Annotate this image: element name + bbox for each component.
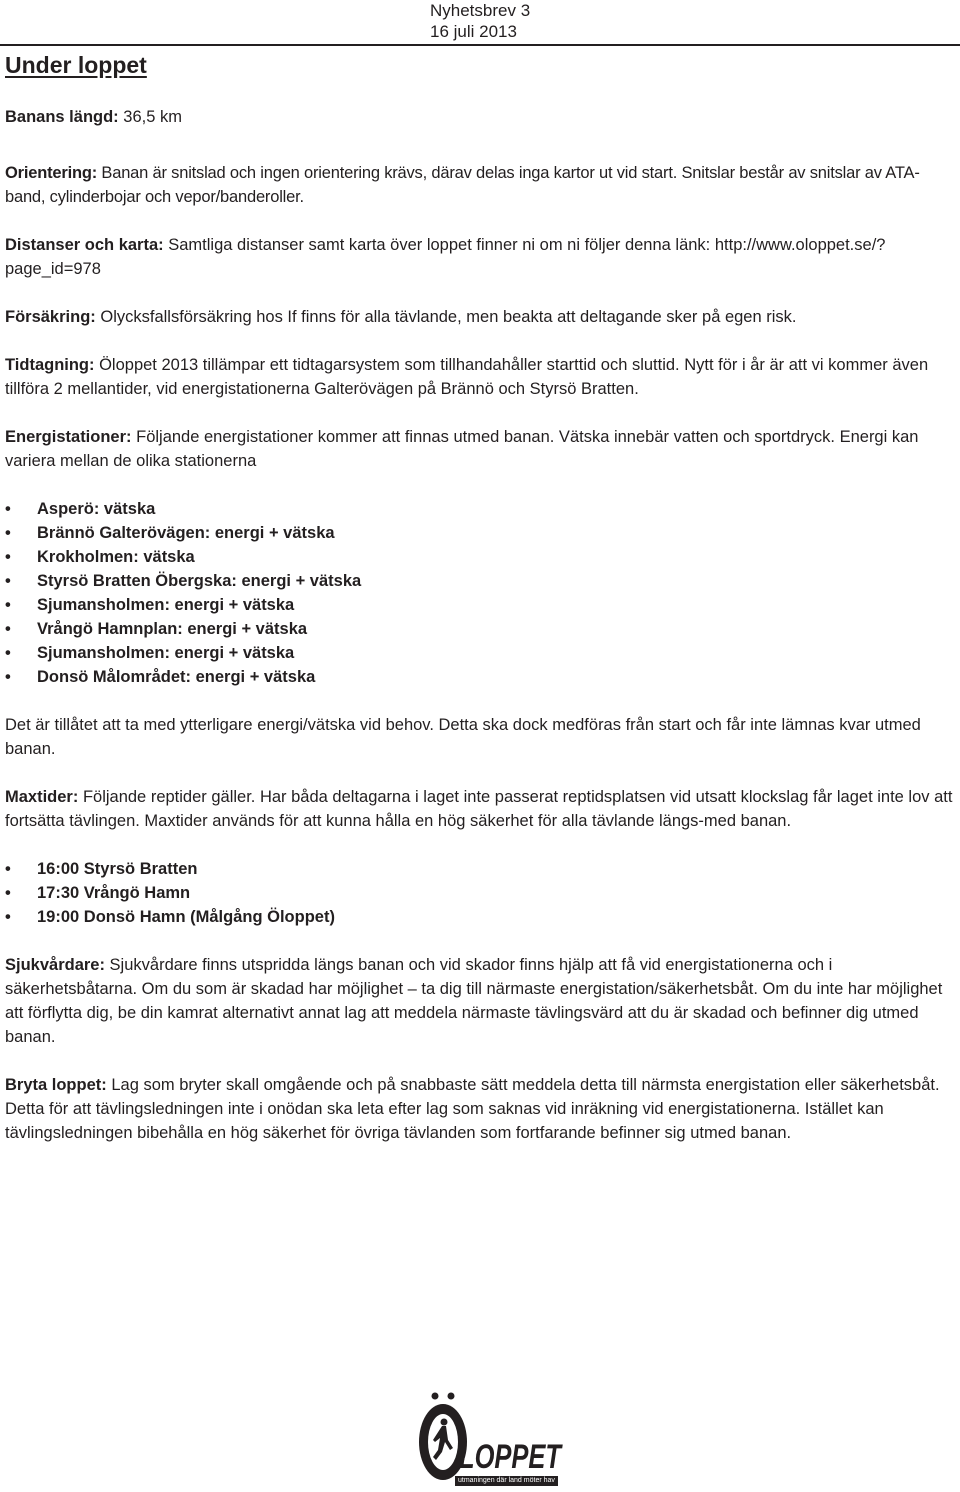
energistationer-paragraph [5,425,955,473]
list-item: • Sjumansholmen: energi + vätska [5,641,955,665]
list-item: • 19:00 Donsö Hamn (Målgång Öloppet) [5,905,955,929]
list-item: • Vrångö Hamnplan: energi + vätska [5,617,955,641]
list-item: • Sjumansholmen: energi + vätska [5,593,955,617]
distanser-text: Samtliga distanser samt karta över loppet finner ni om ni följer denna länk: http://www.oloppet.se/?page_id=978 [5,236,886,278]
sjukvardare-text: Sjukvårdare finns utspridda längs banan och vid skador finns hjälp att få vid energistationerna och i säkerhetsbåtarna. Om du som är skadad har möjlighet – ta dig till närmaste energistation/säkerhetsbåt. Om du inte har möjlighet att förflytta dig, be din kamrat alternativt annat lag att meddela närmaste tävlingsvärd att du är skadad och befinner dig utmed banan. [5,956,943,1046]
logo-tagline: utmaningen där land möter hav [455,1476,558,1486]
energistationer-text: Följande energistationer kommer att finnas utmed banan. Vätska innebär vatten och sportdryck. Energi kan variera mellan de olika stationerna [5,428,919,470]
tillatet-paragraph: Det är tillåtet att ta med ytterligare energi/vätska vid behov. Detta ska dock medföras från start och får inte lämnas kvar utmed banan. [5,716,921,758]
logo-text: LOPPET [459,1438,564,1476]
maxtider-text: Följande reptider gäller. Har båda deltagarna i laget inte passerat reptidsplatsen vid utsatt klockslag får laget inte lov att fortsätta tävlingen. Maxtider används för att kunna hålla en hög säkerhet för alla tävlande längs-med banan. [5,788,953,830]
sjukvardare-label: Sjukvårdare: [5,956,105,974]
orientering-label: Orientering: [5,164,98,182]
tidtagning-text: Öloppet 2013 tillämpar ett tidtagarsystem som tillhandahåller starttid och sluttid. Nytt för i år är att vi kommer även tillföra 2 mellantider, vid energistationerna Galterövägen på Brännö och Styrsö Bratten. [5,356,929,398]
orientering-text: Banan är snitslad och ingen orientering krävs, därav delas inga kartor ut vid start. Snitslar består av snitslar av ATA-band, cylinderbojar och vepor/banderoller. [5,164,920,206]
sjukvardare-paragraph [5,953,955,1049]
logo-umlaut-dot [432,1393,439,1400]
forsakring-label: Försäkring: [5,308,96,326]
forsakring-paragraph [5,305,955,329]
list-item: • Styrsö Bratten Öbergska: energi + vätska [5,569,955,593]
tidtagning-label: Tidtagning: [5,356,95,374]
logo-umlaut-dot [448,1393,455,1400]
banans-langd-paragraph [5,105,955,129]
list-item: • 17:30 Vrångö Hamn [5,881,955,905]
page-title: Under loppet [5,52,147,78]
list-item: • Donsö Målområdet: energi + vätska [5,665,955,689]
list-item: • Asperö: vätska [5,497,955,521]
maxtider-label: Maxtider: [5,788,79,806]
newsletter-header [430,0,530,42]
list-item: • Krokholmen: vätska [5,545,955,569]
bryta-label: Bryta loppet: [5,1076,107,1094]
tidtagning-paragraph [5,353,955,401]
oloppet-logo [415,1390,565,1486]
distanser-label: Distanser och karta: [5,236,164,254]
orientering-paragraph [5,161,955,209]
document-body [5,105,955,1145]
newsletter-date: 16 juli 2013 [430,22,517,41]
bryta-paragraph [5,1073,955,1145]
time-list [5,857,955,929]
maxtider-paragraph [5,785,955,833]
forsakring-text: Olycksfallsförsäkring hos If finns för alla tävlande, men beakta att deltagande sker på egen risk. [95,308,797,326]
list-item: • 16:00 Styrsö Bratten [5,857,955,881]
bryta-text: Lag som bryter skall omgående och på snabbaste sätt meddela detta till närmsta energistation eller säkerhetsbåt. Detta för att tävlingsledningen inte i onödan ska leta efter lag som saknas vid inräkning vid energistationerna. Istället kan tävlingsledningen bibehålla en hög säkerhet för övriga tävlanden som fortfarande befinner sig utmed banan. [5,1076,940,1142]
distanser-paragraph [5,233,955,281]
header-divider [0,44,960,46]
newsletter-number: Nyhetsbrev 3 [430,1,531,20]
station-list [5,497,955,689]
energistationer-label: Energistationer: [5,428,132,446]
banans-langd-label: Banans längd: [5,108,119,126]
banans-langd-text: 36,5 km [118,108,182,126]
list-item: • Brännö Galterövägen: energi + vätska [5,521,955,545]
